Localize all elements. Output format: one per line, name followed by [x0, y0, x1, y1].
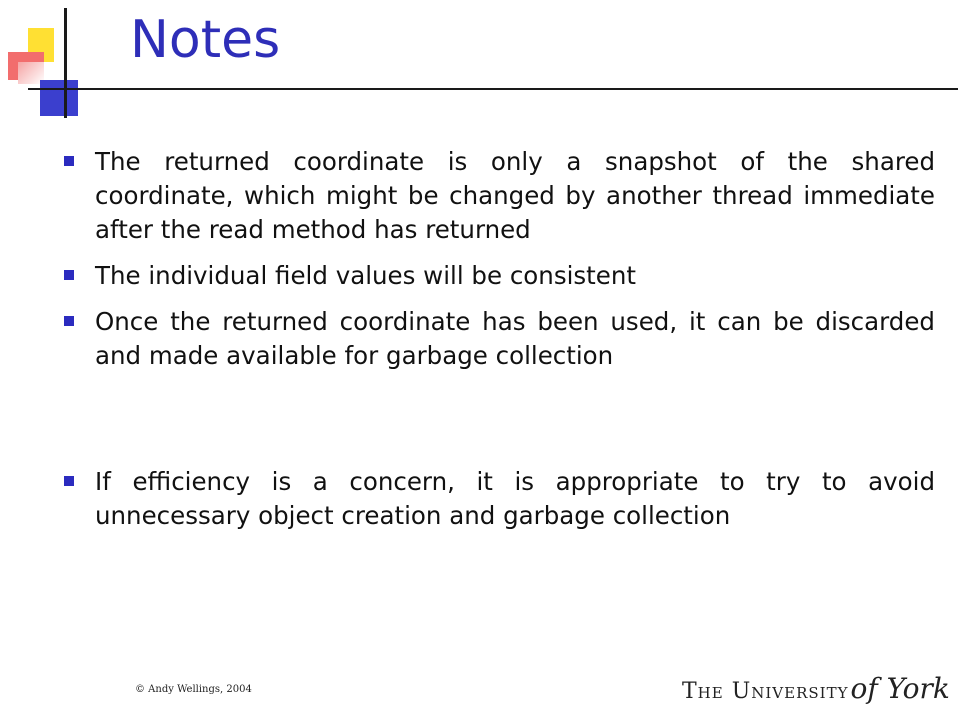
slide-title: Notes — [130, 10, 281, 70]
title-underline — [28, 88, 958, 90]
bullet-text: The individual field values will be consistent — [95, 261, 636, 290]
decor-vertical-line — [64, 8, 67, 118]
bullet-item — [60, 305, 935, 373]
logo-script-text: of York — [850, 672, 950, 705]
square-bullet-icon — [64, 476, 74, 486]
bullet-text: Once the returned coordinate has been used, it can be discarded and made available for garbage collection — [95, 307, 935, 370]
square-bullet-icon — [64, 316, 74, 326]
bullet-item — [60, 465, 935, 533]
university-logo — [682, 672, 950, 712]
bullet-item — [60, 259, 935, 293]
bullet-item — [60, 145, 935, 247]
logo-main-text: The University — [682, 679, 849, 704]
decor-blue-square — [40, 80, 78, 116]
bullet-text: The returned coordinate is only a snapshot of the shared coordinate, which might be changed by another thread immediate after the read method has returned — [95, 147, 935, 244]
square-bullet-icon — [64, 270, 74, 280]
bullet-text: If efficiency is a concern, it is appropriate to try to avoid unnecessary object creation and garbage collection — [95, 467, 935, 530]
copyright-notice: © Andy Wellings, 2004 — [135, 684, 252, 695]
square-bullet-icon — [64, 156, 74, 166]
bullet-list — [60, 145, 935, 545]
